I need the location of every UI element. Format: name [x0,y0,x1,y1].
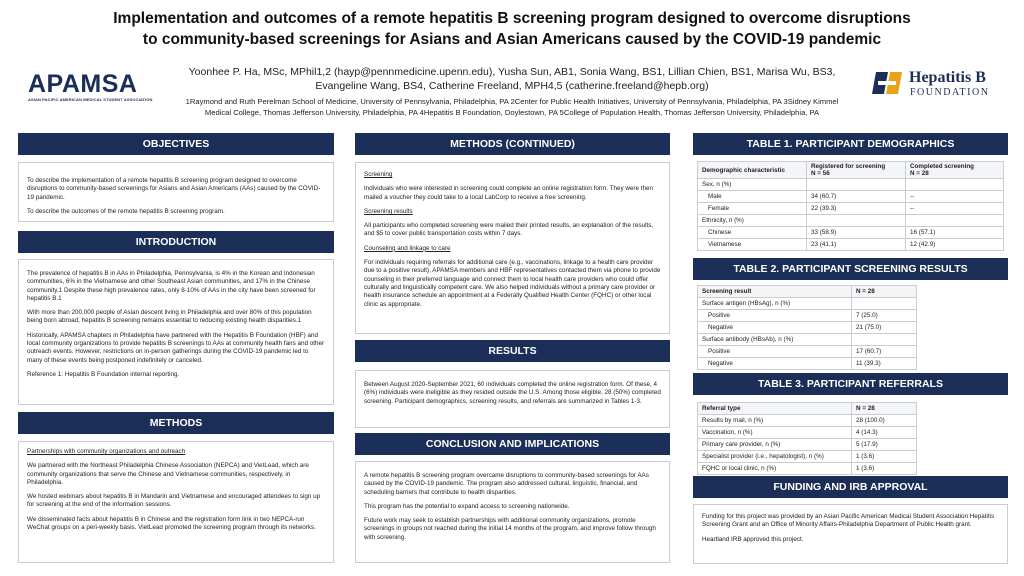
methods-continued-heading: METHODS (CONTINUED) [355,133,670,155]
title-line-1: Implementation and outcomes of a remote hepatitis B screening program designed to overcome disruptions [113,10,911,27]
row-label: Chinese [698,227,807,239]
funding-text-2: Heartland IRB approved this project. [702,535,804,543]
col-header-completed-label: Completed screening [910,163,975,170]
table-row [698,191,1004,203]
introduction-reference: Reference 1: Hepatitis B Foundation internal reporting. [27,370,180,378]
methods-text-2: We hosted webinars about hepatitis B in Mandarin and Vietnamese and encouraged attendees to sign up for screening at the end of the information sessions. [27,493,321,509]
poster-title [90,8,934,50]
col-header-registered-label: Registered for screening [811,163,886,170]
methods-subheading-results: Screening results [364,207,413,215]
row-value: 1 (3.6) [852,463,917,475]
col-header-registered-n: N = 56 [811,170,830,177]
introduction-text-1: The prevalence of hepatitis B in AAs in Philadelphia, Pennsylvania, is 4% in the Korean and Indonesian communities, 6% in the Vietnamese and other Southeast Asian communities, and 17% in the Chinese community.1 Despite these high prevalence rates, only 8-10% of AAs in the city have been screened for hepatitis B.1 [27,270,316,302]
objectives-heading: OBJECTIVES [18,133,334,155]
col-header-referral-type: Referral type [698,403,852,415]
table-row [698,215,1004,227]
row-registered [807,215,906,227]
introduction-heading: INTRODUCTION [18,231,334,253]
objectives-text-2: To describe the outcomes of the remote hepatitis B screening program. [27,207,225,215]
row-value: 21 (75.0) [852,322,917,334]
row-registered: 23 (41.1) [807,239,906,251]
row-completed: 12 (42.9) [906,239,1004,251]
conclusion-text-1: A remote hepatitis B screening program overcame disruptions to community-based screenings for AAs caused by the COVID-19 pandemic. The program also addressed cultural, linguistic, financial, and scheduling barriers that contribute to health disparities. [364,472,649,496]
row-label: Primary care provider, n (%) [698,439,852,451]
objectives-box [18,162,334,222]
introduction-box [18,259,334,405]
table-row [698,310,917,322]
introduction-text-2: With more than 200,000 people of Asian descent living in Philadelphia and over 80% of this population being born abroad, hepatitis B screening remains essential to reducing existing health disparities.1 [27,309,312,325]
methods-subheading-screening: Screening [364,171,393,178]
row-label: Negative [698,322,852,334]
table-row [698,451,917,463]
table-header-row [698,403,917,415]
conclusion-text-2: This program has the potential to expand access to screening nationwide. [364,502,570,510]
methods-continued-text-2: All participants who completed screening were mailed their printed results, an explanation of the results, and $5 to cover public transportation costs within 7 days. [364,222,654,238]
results-box [355,370,670,428]
row-label: Negative [698,358,852,370]
screening-results-table [697,285,917,370]
affiliations-line-1: 1Raymond and Ruth Perelman School of Medicine, University of Pennsylvania, Philadelphia, PA 2Center for Public Health Initiatives, University of Pennsylvania, Philadelphia, PA 3Sidney Kimmel [185,97,839,106]
table1-heading: TABLE 1. PARTICIPANT DEMOGRAPHICS [693,133,1008,155]
row-value: 7 (25.0) [852,310,917,322]
table3-heading: TABLE 3. PARTICIPANT REFERRALS [693,373,1008,395]
affiliations [150,96,874,118]
methods-text-3: We disseminated facts about hepatitis B in Chinese and the registration form link in two NEPCA-run WeChat groups on a peri-weekly basis. VietLead promoted the screening program through its networks. [27,515,316,532]
row-completed: -- [906,203,1004,215]
objectives-text-1: To describe the implementation of a remote hepatitis B screening program designed to overcome disruptions to community-based screenings for Asians and Asian Americans (AAs) caused by the COVID-19 pandemic. [27,177,321,201]
results-text: Between August 2020-September 2021, 60 individuals completed the online registration form. Of these, 4 (6%) individuals were ineligible as they resided outside the U.S. Among those eligible, 28 (50%) completed screening. Participant demographics, screening results, and referrals are summarized in Tables 1-3. [364,381,661,405]
referrals-table [697,402,917,475]
apamsa-logo-subtitle: ASIAN PACIFIC AMERICAN MEDICAL STUDENT ASSOCIATION [28,97,153,102]
methods-text-1: We partnered with the Northeast Philadelphia Chinese Association (NEPCA) and VietLead, which are community organizations that serve the Chinese and Vietnamese communities, respectively, in Philadelphia. [27,462,309,486]
row-registered: 33 (58.9) [807,227,906,239]
col-header-completed [906,162,1004,179]
conclusion-box [355,461,670,563]
results-heading: RESULTS [355,340,670,362]
hepb-logo-line-2: FOUNDATION [910,87,990,98]
table-header-row [698,286,917,298]
row-label: Positive [698,346,852,358]
affiliations-line-2: Medical College, Thomas Jefferson University, Philadelphia, PA 4Hepatitis B Foundation, Doylestown, PA 5College of Population Health, Thomas Jefferson University, Philadelphia, PA [204,108,820,117]
row-value: 5 (17.9) [852,439,917,451]
row-completed: -- [906,191,1004,203]
row-label: Positive [698,310,852,322]
table-row [698,227,1004,239]
methods-continued-text-1: Individuals who were interested in screening could complete an online registration form. They were then mailed a voucher they could take to a local LabCorp to receive a free screening. [364,185,653,201]
row-registered [807,179,906,191]
authors-line-2: Evangeline Wang, BS4, Catherine Freeland, MPH4,5 (catherine.freeland@hepb.org) [315,80,709,92]
funding-box [693,504,1008,564]
row-registered: 34 (60.7) [807,191,906,203]
authors-line-1: Yoonhee P. Ha, MSc, MPhil1,2 (hayp@pennmedicine.upenn.edu), Yusha Sun, AB1, Sonia Wang, BS1, Lillian Chien, BS1, Marisa Wu, BS3, [188,66,836,78]
table-header-row [698,162,1004,179]
table-row [698,415,917,427]
methods-subheading-counseling: Counseling and linkage to care [364,244,451,252]
table-row [698,346,917,358]
row-value: 4 (14.3) [852,427,917,439]
row-label: Surface antigen (HBsAg), n (%) [698,298,852,310]
table-row [698,334,917,346]
table-row [698,203,1004,215]
row-completed: 16 (57.1) [906,227,1004,239]
row-label: Results by mail, n (%) [698,415,852,427]
hepb-foundation-logo [872,66,1002,102]
row-label: Vaccination, n (%) [698,427,852,439]
row-label: FQHC or local clinic, n (%) [698,463,852,475]
row-registered: 22 (39.3) [807,203,906,215]
apamsa-logo-text: APAMSA [28,70,138,98]
row-label: Surface antibody (HBsAb), n (%) [698,334,852,346]
row-value [852,334,917,346]
methods-box [18,441,334,563]
row-label: Vietnamese [698,239,807,251]
col-header-n: N = 28 [852,286,917,298]
methods-heading: METHODS [18,412,334,434]
row-completed [906,215,1004,227]
col-header-characteristic: Demographic characteristic [698,162,807,179]
table-row [698,439,917,451]
methods-continued-box [355,162,670,334]
col-header-n: N = 28 [852,403,917,415]
conclusion-text-3: Future work may seek to establish partnerships with additional community organizations, promote screenings in groups not reached during the initial 14 months of the program, and improve follow through with screening. [364,517,656,541]
methods-subheading-partnerships: Partnerships with community organizations and outreach [27,448,186,455]
row-label: Male [698,191,807,203]
row-completed [906,179,1004,191]
table-row [698,179,1004,191]
table-row [698,298,917,310]
row-label: Female [698,203,807,215]
col-header-registered [807,162,906,179]
table-row [698,463,917,475]
row-label: Specialist provider (i.e., hepatologist), n (%) [698,451,852,463]
methods-continued-text-3: For individuals requiring referrals for additional care (e.g., vaccinations, linkage to a health care provider due to a positive result), APAMSA members and HBF representatives contacted them via phone to provide counseling in their preferred language and connect them to local health care providers who could offer culturally and linguistically competent care. We also helped individuals without a primary care provider or health insurance schedule an appointment at a Federally Qualified Health Center (FQHC) or other local clinic as appropriate. [364,259,661,308]
row-value: 11 (39.3) [852,358,917,370]
row-value: 17 (60.7) [852,346,917,358]
authors [180,65,844,93]
row-value: 1 (3.6) [852,451,917,463]
row-value: 28 (100.0) [852,415,917,427]
row-label: Ethnicity, n (%) [698,215,807,227]
table-row [698,239,1004,251]
hepb-logo-icon [872,68,906,98]
title-line-2: to community-based screenings for Asians and Asian Americans caused by the COVID-19 pandemic [142,31,882,48]
row-value [852,298,917,310]
table-row [698,322,917,334]
table2-heading: TABLE 2. PARTICIPANT SCREENING RESULTS [693,258,1008,280]
demographics-table [697,161,1004,251]
funding-text-1: Funding for this project was provided by an Asian Pacific American Medical Student Association Hepatitis Screening Grant and an Office of Minority Affairs-Philadelphia Department of Public Health grant. [702,513,995,529]
table-row [698,358,917,370]
col-header-completed-n: N = 28 [910,170,929,177]
apamsa-logo [28,72,158,102]
funding-heading: FUNDING AND IRB APPROVAL [693,476,1008,498]
introduction-text-3: Historically, APAMSA chapters in Philadelphia have partnered with the Hepatitis B Foundation (HBF) and local community organizations to provide hepatitis B screenings to AAs at community health fairs and other outreach events. However, restrictions on in-person gatherings during the COVID-19 pandemic led to many of these events being postponed indefinitely or canceled. [27,331,325,364]
hepb-logo-line-1: Hepatitis B [909,69,986,86]
table-row [698,427,917,439]
col-header-result: Screening result [698,286,852,298]
row-label: Sex, n (%) [698,179,807,191]
conclusion-heading: CONCLUSION AND IMPLICATIONS [355,433,670,455]
